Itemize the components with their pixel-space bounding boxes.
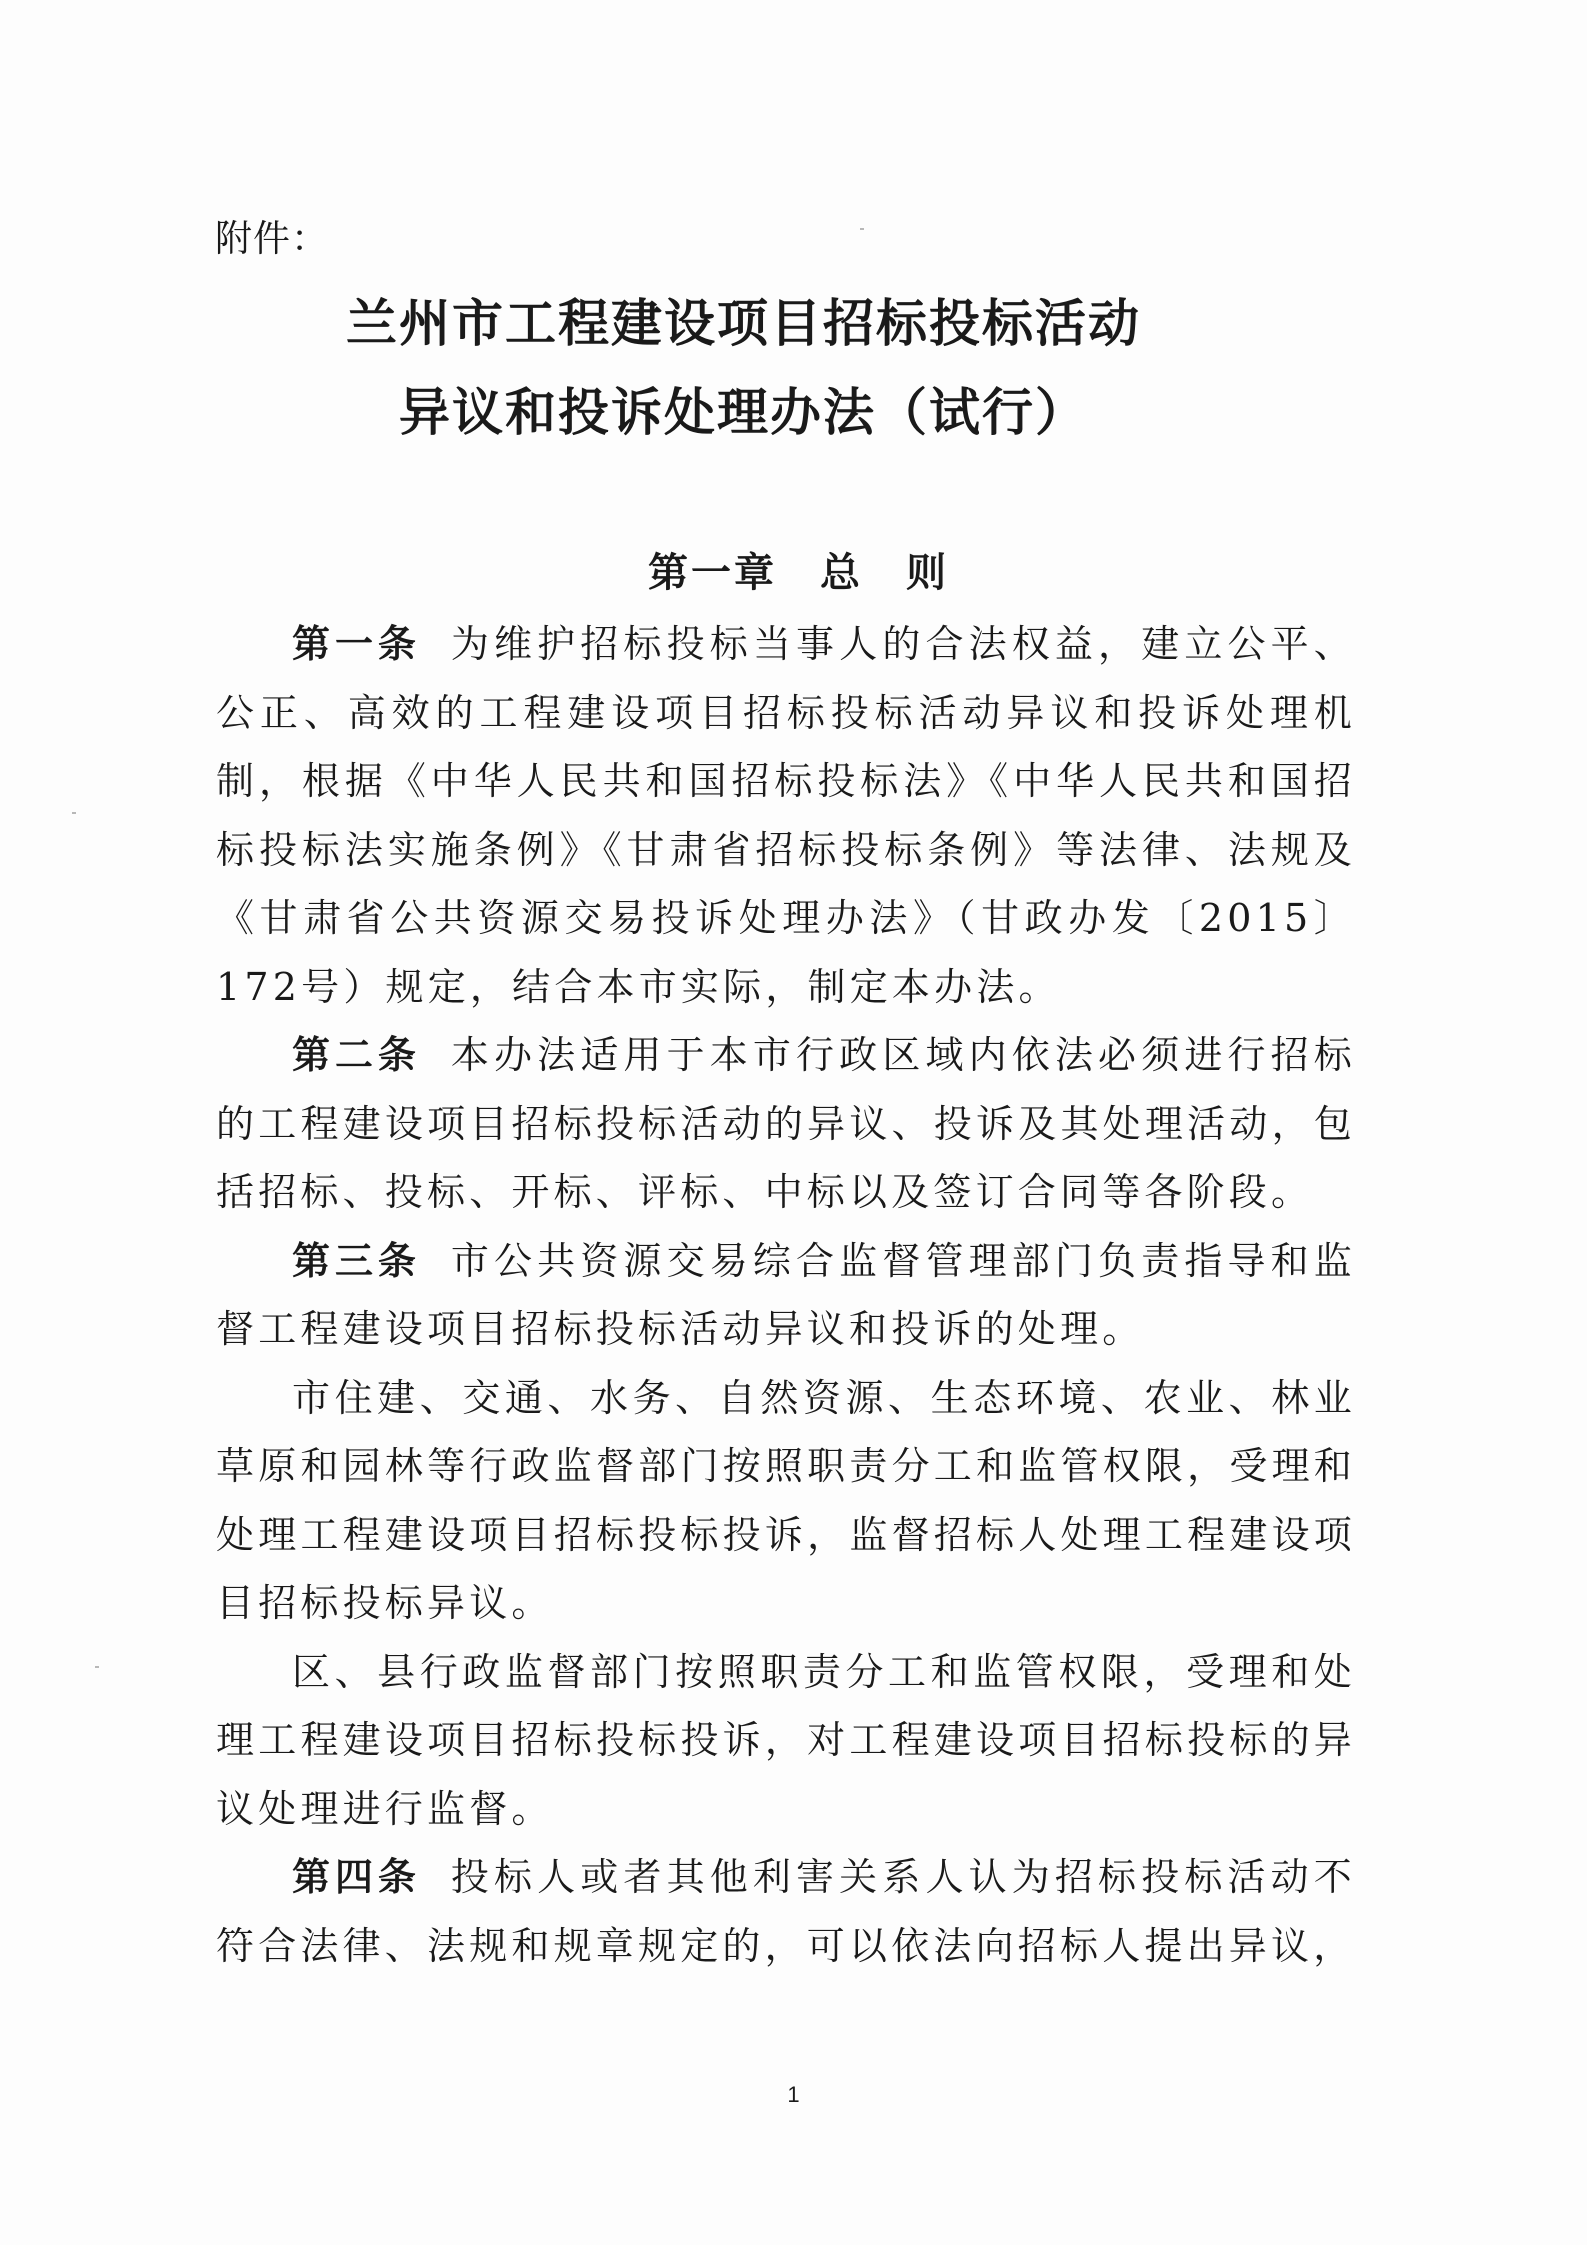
article-number: 第三条: [292, 1237, 421, 1283]
paragraph-article-3: [216, 1227, 1356, 1364]
paragraph-text: 为维护招标投标当事人的合法权益，建立公平、公正、高效的工程建设项目招标投标活动异议和投诉处理机制，根据《中华人民共和国招标投标法》《中华人民共和国招标投标法实施条例》《甘肃省招标投标条例》等法律、法规及《甘肃省公共资源交易投诉处理办法》（甘政办发〔2015〕172号）规定，结合本市实际，制定本办法。: [216, 622, 1356, 1009]
scan-speck: [72, 812, 76, 814]
article-number: 第四条: [292, 1854, 421, 1899]
paragraph-article-1: [216, 610, 1356, 1021]
paragraph-article-3-cont-2: [216, 1638, 1356, 1844]
scan-speck: [95, 1666, 99, 1668]
paragraph-text: 投标人或者其他利害关系人认为招标投标活动不符合法律、法规和规章规定的，可以依法向招标人提出异议，: [216, 1855, 1356, 1968]
attachment-label: 附件：: [215, 217, 329, 260]
chapter-heading: 第一章 总 则: [648, 549, 949, 596]
scan-speck: [860, 228, 864, 230]
article-number: 第一条: [292, 621, 421, 666]
article-number: 第二条: [292, 1032, 421, 1077]
paragraph-article-4: [216, 1843, 1356, 1980]
paragraph-article-2: [216, 1021, 1356, 1227]
paragraph-text: 市公共资源交易综合监督管理部门负责指导和监督工程建设项目招标投标活动异议和投诉的处理。: [216, 1238, 1356, 1351]
paragraph-article-3-cont-1: [216, 1364, 1356, 1638]
paragraph-text: 区、县行政监督部门按照职责分工和监管权限，受理和处理工程建设项目招标投标投诉，对工程建设项目招标投标的异议处理进行监督。: [216, 1649, 1356, 1831]
paragraph-text: 市住建、交通、水务、自然资源、生态环境、农业、林业草原和园林等行政监督部门按照职责分工和监管权限，受理和处理工程建设项目招标投标投诉，监督招标人处理工程建设项目招标投标异议。: [216, 1375, 1356, 1625]
document-body: [216, 610, 1356, 1980]
document-title-line-1: 兰州市工程建设项目招标投标活动: [345, 294, 1141, 354]
page-number: 1: [787, 2082, 800, 2107]
paragraph-text: 本办法适用于本市行政区域内依法必须进行招标的工程建设项目招标投标活动的异议、投诉及其处理活动，包括招标、投标、开标、评标、中标以及签订合同等各阶段。: [216, 1033, 1356, 1214]
document-title-line-2: 异议和投诉处理办法（试行）: [398, 383, 1088, 443]
